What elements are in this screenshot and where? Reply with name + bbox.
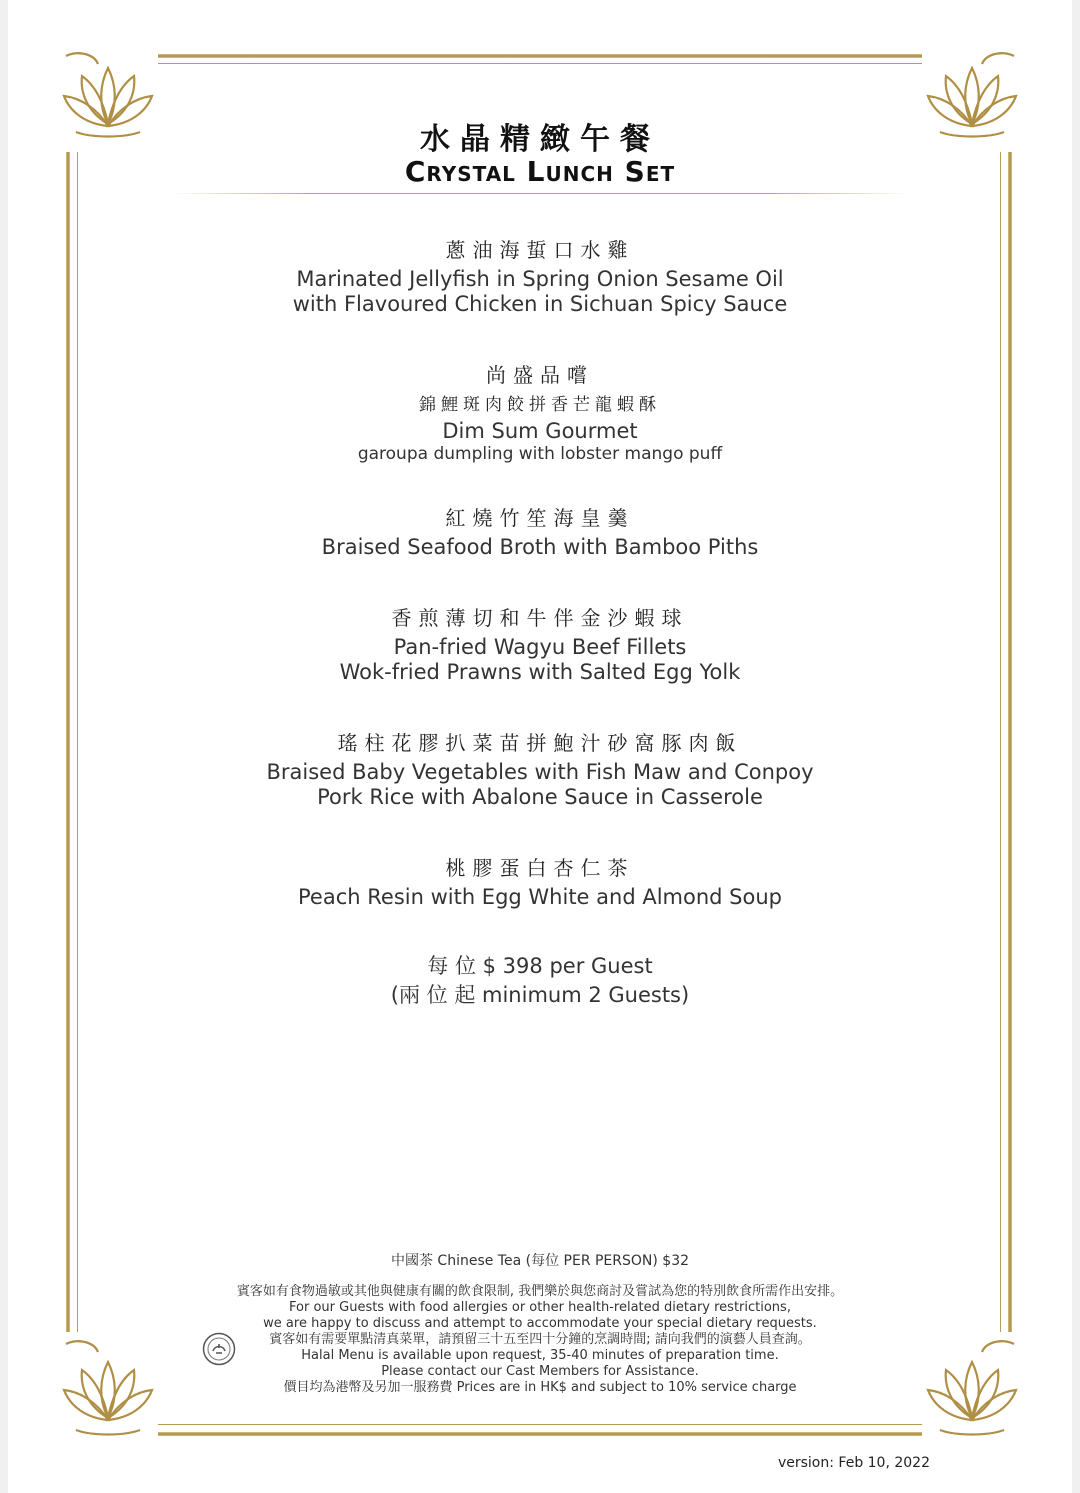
course-name-en: Peach Resin with Egg White and Almond Soup xyxy=(298,885,782,909)
course-item xyxy=(0,727,1080,810)
course-name-en: Marinated Jellyfish in Spring Onion Sesame Oil xyxy=(296,267,784,291)
price-per-guest: 每 位 $ 398 per Guest xyxy=(427,954,653,978)
course-name-en: Dim Sum Gourmet xyxy=(442,419,638,443)
course-description-en: garoupa dumpling with lobster mango puff xyxy=(357,444,723,464)
halal-note-en-1: Halal Menu is available upon request, 35-40 minutes of preparation time. xyxy=(301,1348,779,1363)
menu-title-en: Crystal Lunch Set xyxy=(404,155,676,188)
course-name-en: Braised Baby Vegetables with Fish Maw and Conpoy xyxy=(266,760,814,784)
course-name-en: Braised Seafood Broth with Bamboo Piths xyxy=(321,535,759,559)
halal-seal-icon xyxy=(202,1332,236,1366)
minimum-guests: (兩 位 起 minimum 2 Guests) xyxy=(390,983,690,1007)
chinese-tea-charge: 中國茶 Chinese Tea (每位 PER PERSON) $32 xyxy=(390,1253,690,1269)
title-divider xyxy=(170,193,910,194)
course-name-zh: 尚盛品嚐 xyxy=(486,363,594,387)
price-block xyxy=(0,952,1080,1010)
course-name-zh: 桃膠蛋白杏仁茶 xyxy=(445,856,635,880)
allergy-note-en-1: For our Guests with food allergies or other health-related dietary restrictions, xyxy=(289,1300,791,1315)
course-item xyxy=(0,502,1080,560)
course-item xyxy=(0,359,1080,464)
version-label: version: Feb 10, 2022 xyxy=(777,1455,930,1471)
course-name-zh: 紅燒竹笙海皇羹 xyxy=(445,506,635,530)
course-name-en: Pan-fried Wagyu Beef Fillets xyxy=(393,635,687,659)
allergy-note-zh: 賓客如有食物過敏或其他與健康有關的飲食限制, 我們樂於與您商討及嘗試為您的特別飲食所需作出安排。 xyxy=(236,1284,844,1299)
halal-note-zh: 賓客如有需要單點清真菜單，請預留三十五至四十分鐘的烹調時間; 請向我們的演藝人員查詢。 xyxy=(269,1332,811,1347)
course-name-en-line2: with Flavoured Chicken in Sichuan Spicy Sauce xyxy=(292,292,788,316)
course-subname-zh: 錦鯉斑肉餃拼香芒龍蝦酥 xyxy=(419,395,661,415)
course-name-en-line2: Wok-fried Prawns with Salted Egg Yolk xyxy=(339,660,741,684)
course-item xyxy=(0,602,1080,685)
course-name-zh: 瑤柱花膠扒菜苗拼鮑汁砂窩豚肉飯 xyxy=(337,731,743,755)
course-item xyxy=(0,852,1080,910)
halal-note-en-2: Please contact our Cast Members for Assistance. xyxy=(381,1364,699,1379)
course-item xyxy=(0,234,1080,317)
allergy-note-en-2: we are happy to discuss and attempt to accommodate your special dietary requests. xyxy=(263,1316,817,1331)
service-charge-note: 價目均為港幣及另加一服務費 Prices are in HK$ and subject to 10% service charge xyxy=(283,1380,797,1395)
course-name-en-line2: Pork Rice with Abalone Sauce in Casserole xyxy=(317,785,763,809)
menu-title-zh: 水晶精緻午餐 xyxy=(420,122,660,157)
course-name-zh: 蔥油海蜇口水雞 xyxy=(445,238,635,262)
course-name-zh: 香煎薄切和牛伴金沙蝦球 xyxy=(391,606,689,630)
dietary-notes xyxy=(0,1284,1080,1396)
